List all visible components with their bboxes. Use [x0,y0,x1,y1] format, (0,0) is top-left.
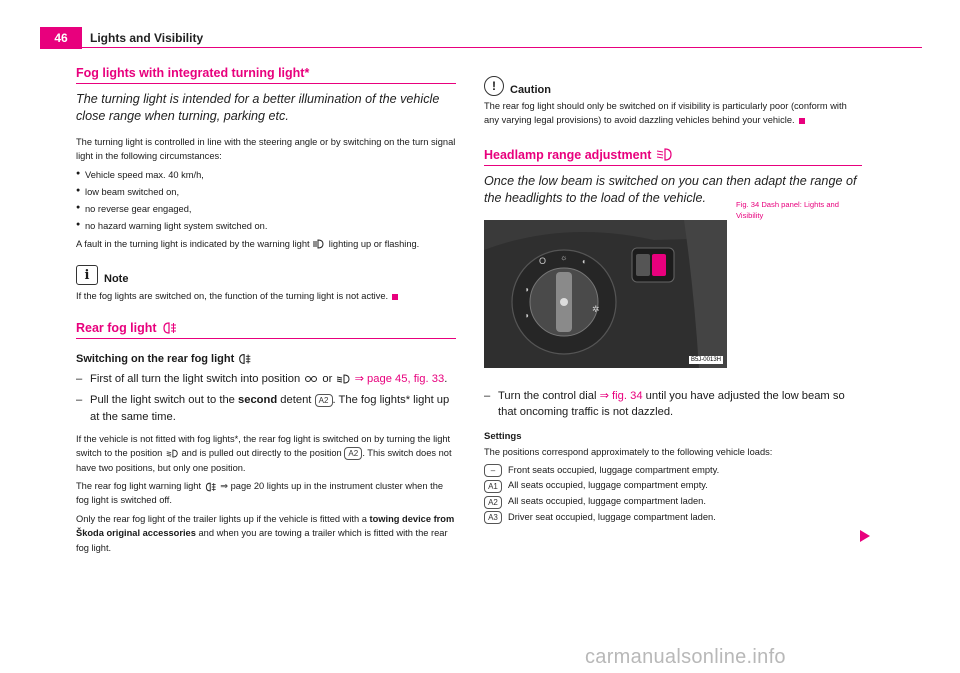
turning-light-icon [312,239,326,249]
rear-fog-section-title: Rear fog light [76,321,456,339]
fog-section-title: Fog lights with integrated turning light* [76,66,456,84]
figure-code: B5J-0013H [690,356,721,363]
fog-intro: The turning light is controlled in line with the steering angle or by switching on the turn signal light in the following circumstances: [76,136,456,162]
fig-34-link[interactable]: ⇒ fig. 34 [599,389,643,402]
position-badge: A2 [484,496,502,509]
side-light-icon [303,374,319,384]
caution-title: Caution [510,84,551,96]
svg-text:◑: ◑ [524,284,529,294]
list-item: ● no hazard warning light system switched on. [76,220,456,233]
svg-text:◑: ◑ [524,310,529,320]
rear-fog-step-1: – First of all turn the light switch into position or ⇒ page 45, fig. 33. [76,371,456,388]
low-beam-icon [165,449,179,458]
position-row: A1 All seats occupied, luggage compartment empty. [484,478,862,494]
headlamp-lead: Once the low beam is switched on you can then adapt the range of the headlights to the load of the vehicle. [484,173,857,206]
position-row: A2 All seats occupied, luggage compartment laden. [484,494,862,510]
header-divider [82,47,922,48]
fog-lead: The turning light is intended for a better illumination of the vehicle close range when turning, parking etc. [76,92,440,124]
dash-panel-figure [484,220,727,368]
position-badge: – [484,464,502,477]
note-text: If the fog lights are switched on, the function of the turning light is not active. [76,289,456,303]
list-item: ● no reverse gear engaged, [76,203,456,216]
rear-fog-icon [204,482,218,492]
svg-text:☼: ☼ [560,252,568,262]
position-row: A3 Driver seat occupied, luggage compartment laden. [484,510,862,526]
next-page-arrow[interactable] [860,530,870,542]
fault-text: A fault in the turning light is indicated by the warning light lighting up or flashing. [76,238,420,249]
page-number: 46 [40,27,82,49]
settings-intro: The positions correspond approximately to the following vehicle loads: [484,447,773,458]
dash-panel-illustration [484,220,727,368]
rear-fog-step-2: – Pull the light switch out to the second detent A2 . The fog lights* light up at the same time. [76,392,456,426]
headlamp-step: – Turn the control dial ⇒ fig. 34 until you have adjusted the low beam so that oncoming traffic is not dazzled. [484,388,862,422]
position-badge: A1 [484,480,502,493]
left-column [76,66,456,555]
condition-list [76,169,456,233]
caution-header [484,76,862,96]
list-item: ● low beam switched on, [76,186,456,199]
headlamp-range-icon [655,148,673,161]
svg-text:✲: ✲ [592,303,600,314]
rear-fog-paragraph-2: The rear fog light warning light ⇒ page 20 lights up in the instrument cluster when the fog light is switched off. [76,481,444,506]
section-end-marker [392,294,398,300]
low-beam-icon [335,374,351,384]
right-column [484,76,862,526]
caution-icon: ! [484,76,504,96]
rear-fog-paragraph-3: Only the rear fog light of the trailer lights up if the vehicle is fitted with a towing device from Škoda original accessories and when you are towing a trailer which is fitted with the rear fog light. [76,513,455,553]
rear-fog-icon [161,322,179,334]
svg-text:◐: ◐ [582,256,587,266]
page-45-link[interactable]: ⇒ page 45, fig. 33 [354,373,445,386]
position-row: – Front seats occupied, luggage compartment empty. [484,463,862,479]
rear-fog-paragraph-1: If the vehicle is not fitted with fog lights*, the rear fog light is switched on by turning the light switch to the position and is pulled out directly to the position A2 . This switch does not have two positions, but only one position. [76,433,452,473]
position-badge: A3 [484,511,502,524]
rear-fog-icon [237,353,253,365]
position-badge-a2: A2 [344,447,362,460]
settings-title: Settings [484,431,522,443]
caution-text: The rear fog light should only be switched on if visibility is particularly poor (conform with any varying legal provisions) to avoid dazzling vehicles behind your vehicle. [484,101,847,126]
rear-fog-subtitle: Switching on the rear fog light [76,353,456,365]
watermark: carmanualsonline.info [585,646,786,668]
note-header [76,265,456,285]
svg-text:O: O [539,255,547,266]
note-icon: i [76,265,98,285]
position-badge-a2: A2 [315,394,333,407]
note-title: Note [104,273,129,286]
headlamp-section-title: Headlamp range adjustment [484,148,862,166]
list-item: ● Vehicle speed max. 40 km/h, [76,169,456,182]
chapter-title: Lights and Visibility [90,31,204,45]
section-end-marker [799,118,805,124]
figure-caption: Fig. 34 Dash panel: Lights and Visibility [736,200,840,220]
